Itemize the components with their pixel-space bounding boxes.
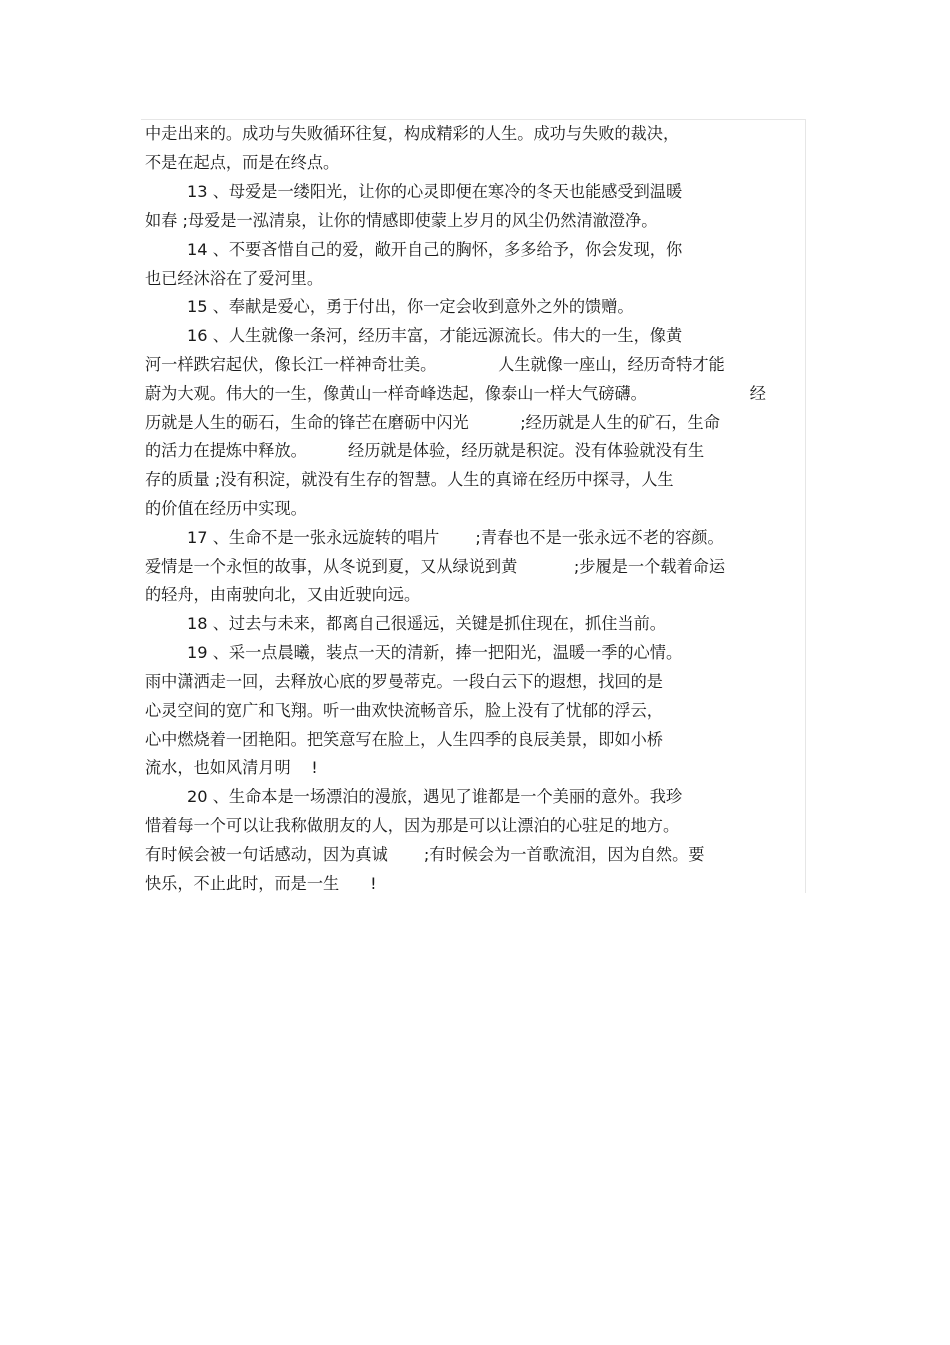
paragraph-line: 心灵空间的宽广和飞翔。听一曲欢快流畅音乐，脸上没有了忧郁的浮云， (145, 701, 663, 720)
paragraph-line: 18 、过去与未来，都离自己很遥远，关键是抓住现在，抓住当前。 (187, 614, 666, 633)
paragraph-line: 的轻舟，由南驶向北，又由近驶向远。 (145, 585, 421, 604)
paragraph-line: 也已经沐浴在了爱河里。 (145, 269, 324, 288)
paragraph-line: 15 、奉献是爱心，勇于付出，你一定会收到意外之外的馈赠。 (187, 297, 634, 316)
paragraph-line: 快乐，不止此时，而是一生 ! (145, 874, 377, 893)
paragraph-line: 14 、不要吝惜自己的爱，敞开自己的胸怀，多多给予，你会发现，你 (187, 240, 683, 259)
paragraph-line: 雨中潇洒走一回，去释放心底的罗曼蒂克。一段白云下的遐想，找回的是 (145, 672, 663, 691)
paragraph-line: 的活力在提炼中释放。 经历就是体验，经历就是积淀。没有体验就没有生 (145, 441, 705, 460)
paragraph-line: 16 、人生就像一条河，经历丰富，才能远源流长。伟大的一生，像黄 (187, 326, 683, 345)
paragraph-line: 20 、生命本是一场漂泊的漫旅，遇见了谁都是一个美丽的意外。我珍 (187, 787, 683, 806)
paragraph-line: 如春 ;母爱是一泓清泉，让你的情感即使蒙上岁月的风尘仍然清澈澄净。 (145, 211, 658, 230)
paragraph-line: 惜着每一个可以让我称做朋友的人，因为那是可以让漂泊的心驻足的地方。 (145, 816, 680, 835)
paragraph-line: 蔚为大观。伟大的一生，像黄山一样奇峰迭起，像泰山一样大气磅礴。 经 (145, 384, 766, 403)
paragraph-line: 存的质量 ;没有积淀，就没有生存的智慧。人生的真谛在经历中探寻，人生 (145, 470, 674, 489)
paragraph-line: 有时候会被一句话感动，因为真诚 ;有时候会为一首歌流泪，因为自然。要 (145, 845, 705, 864)
paragraph-line: 19 、采一点晨曦，装点一天的清新，捧一把阳光，温暖一季的心情。 (187, 643, 683, 662)
paragraph-line: 的价值在经历中实现。 (145, 499, 307, 518)
paragraph-line: 不是在起点，而是在终点。 (145, 153, 340, 172)
paragraph-line: 历就是人生的砺石，生命的锋芒在磨砺中闪光 ;经历就是人生的矿石，生命 (145, 413, 720, 432)
paragraph-line: 心中燃烧着一团艳阳。把笑意写在脸上，人生四季的良辰美景，即如小桥 (145, 730, 663, 749)
paragraph-line: 河一样跌宕起伏，像长江一样神奇壮美。 人生就像一座山，经历奇特才能 (145, 355, 725, 374)
paragraph-line: 13 、母爱是一缕阳光，让你的心灵即便在寒冷的冬天也能感受到温暖 (187, 182, 683, 201)
paragraph-line: 17 、生命不是一张永远旋转的唱片 ;青春也不是一张永远不老的容颜。 (187, 528, 724, 547)
paragraph-line: 中走出来的。成功与失败循环往复，构成精彩的人生。成功与失败的裁决， (145, 124, 680, 143)
paragraph-line: 爱情是一个永恒的故事，从冬说到夏，又从绿说到黄 ;步履是一个载着命运 (145, 557, 726, 576)
paragraph-line: 流水，也如风清月明 ! (145, 758, 318, 777)
